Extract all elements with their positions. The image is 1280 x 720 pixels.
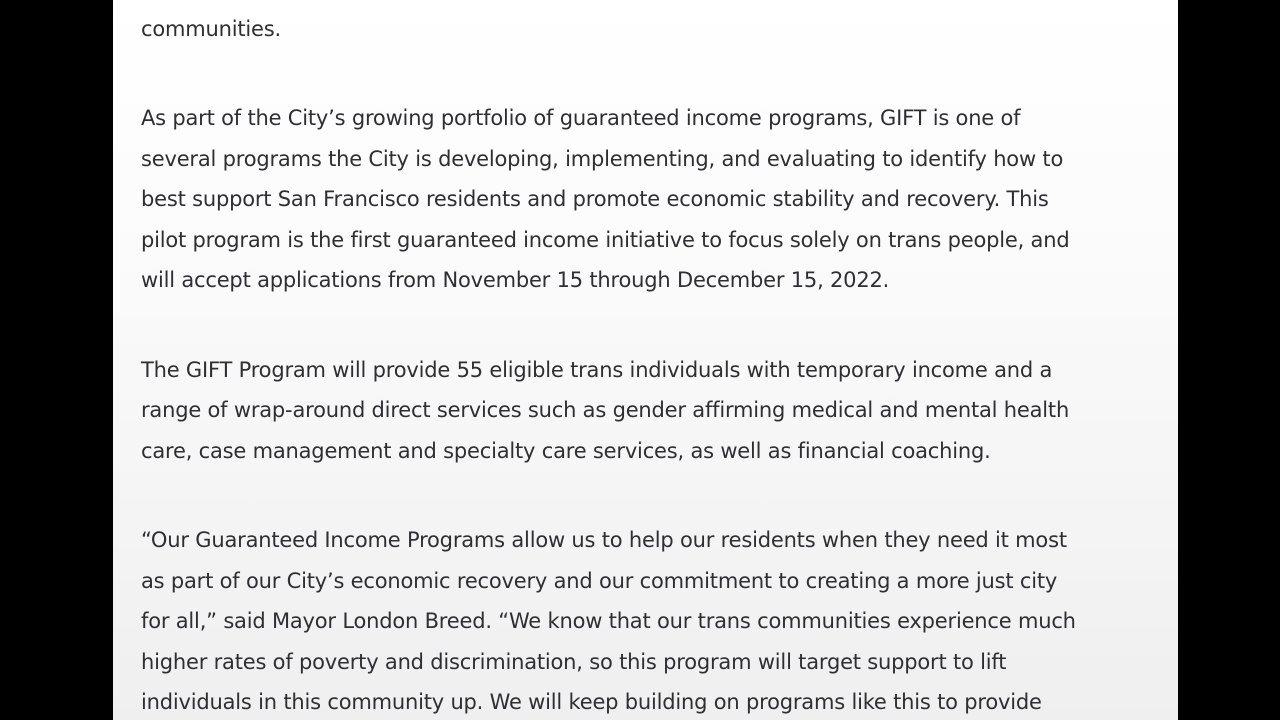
text-line: The GIFT Program will provide 55 eligible trans individuals with temporary income and a	[141, 357, 1053, 382]
text-line: best support San Francisco residents and promote economic stability and recovery. This	[141, 187, 1049, 211]
paragraph-payment-intro	[141, 0, 1173, 49]
text-line: communities.	[141, 16, 281, 41]
text-line: for all,” said Mayor London Breed. “We know that our trans communities experience much	[141, 609, 1076, 633]
text-line: “Our Guaranteed Income Programs allow us to help our residents when they need it most	[141, 528, 1067, 552]
text-line: care, case management and specialty care services, as well as financial coaching.	[141, 438, 991, 463]
paragraph-portfolio	[141, 98, 1173, 301]
text-line: individuals in this community up. We will keep building on programs like this to provide	[141, 690, 1042, 714]
text-line: pilot program is the first guaranteed income initiative to focus solely on trans people, and	[141, 227, 1070, 252]
text-line: As part of the City’s growing portfolio of guaranteed income programs, GIFT is one of	[141, 106, 1021, 130]
text-line: several programs the City is developing, implementing, and evaluating to identify how to	[141, 146, 1064, 171]
paragraph-gift-services	[141, 350, 1173, 472]
text-line: will accept applications from November 15 through December 15, 2022.	[141, 268, 890, 292]
article-page	[113, 0, 1178, 720]
paragraph-mayor-quote	[141, 520, 1173, 720]
article-body	[141, 0, 1173, 720]
text-line	[141, 0, 1173, 9]
text-line: higher rates of poverty and discrimination, so this program will target support to lift	[141, 649, 1007, 674]
text-line: as part of our City’s economic recovery and our commitment to creating a more just city	[141, 568, 1058, 593]
text-line: range of wrap-around direct services such as gender affirming medical and mental health	[141, 398, 1070, 422]
